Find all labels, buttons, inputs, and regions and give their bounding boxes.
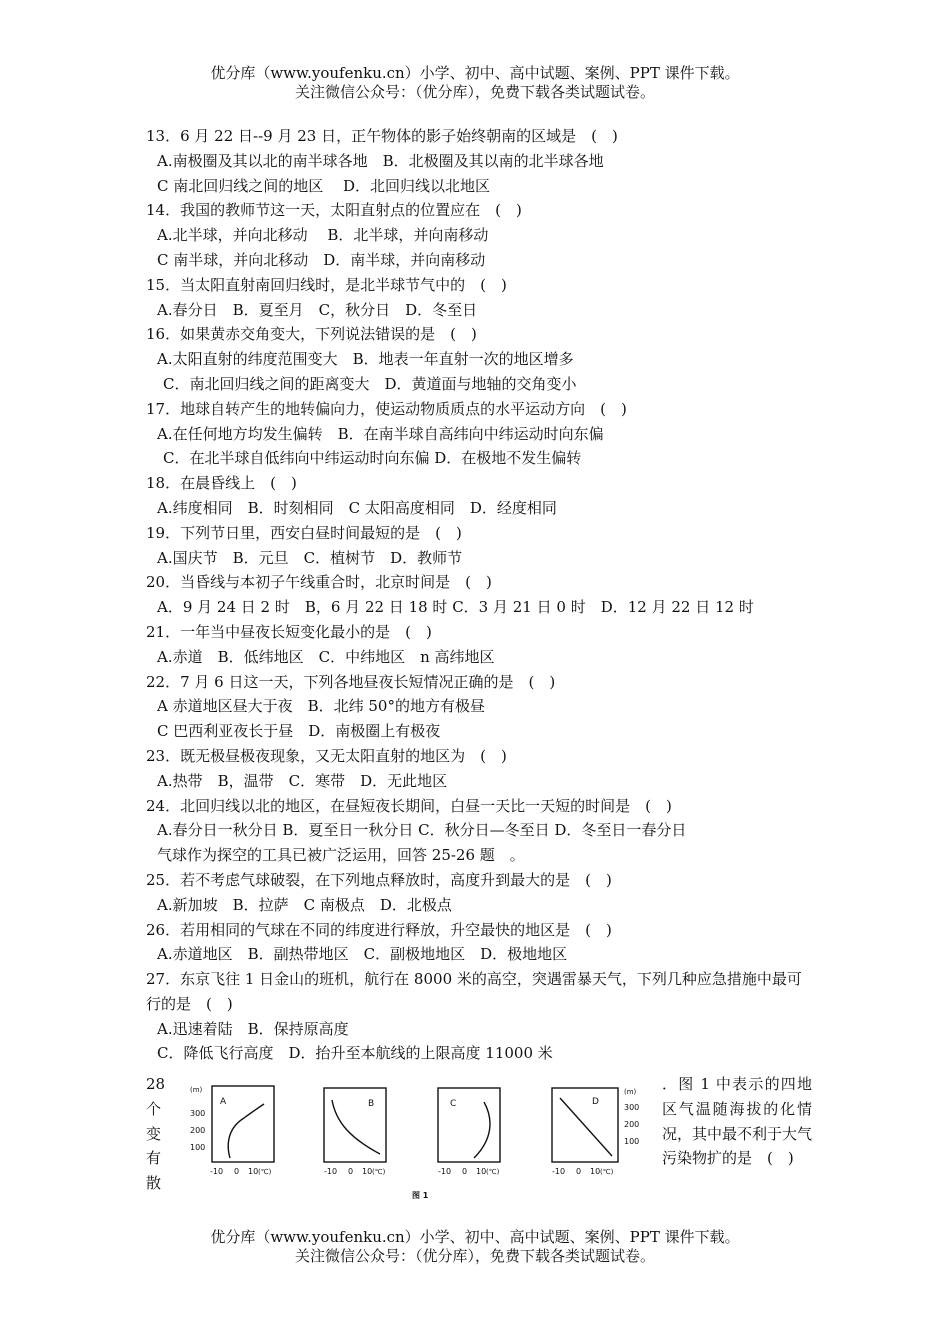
q22-options-2: C 巴西利亚夜长于昼 D．南极圈上有极夜 — [157, 722, 441, 741]
balloon-intro: 气球作为探空的工具已被广泛运用，回答 25-26 题 。 — [157, 846, 525, 865]
q27-options-2: C．降低飞行高度 D．抬升至本航线的上限高度 11000 米 — [157, 1044, 553, 1063]
q14-options-1: A.北半球，并向北移动 B．北半球，并向南移动 — [157, 226, 489, 245]
panel-c-xunit: (℃) — [486, 1168, 500, 1176]
panel-a-xtick: -10 — [210, 1167, 224, 1176]
panel-c-xtick: 0 — [462, 1167, 468, 1176]
panel-a — [190, 1086, 274, 1176]
panel-a-ytick-200: 200 — [190, 1126, 206, 1135]
panel-b-xtick: 10 — [362, 1167, 373, 1176]
q13-stem: 13．6 月 22 日--9 月 23 日，正午物体的影子始终朝南的区域是 ( ) — [146, 127, 618, 145]
panel-a-curve — [228, 1104, 264, 1158]
q17-options-1: A.在任何地方均发生偏转 B．在南半球自高纬向中纬运动时向东偏 — [157, 424, 604, 443]
footer-line-2: 关注微信公众号：（优分库），免费下载各类试题试卷。 — [294, 1247, 655, 1265]
q27-stem: 27．东京飞往 1 日金山的班机，航行在 8000 米的高空，突遇雷暴天气，下列几种应急措施中最可行的是 ( ) — [146, 970, 802, 1013]
panel-c — [438, 1088, 500, 1176]
panel-a-ytick-100: 100 — [190, 1143, 206, 1152]
q22-options-1: A 赤道地区昼大于夜 B．北纬 50°的地方有极昼 — [157, 697, 485, 716]
figure-1 — [186, 1078, 656, 1202]
q23-stem: 23．既无极昼极夜现象，又无太阳直射的地区为 ( ) — [146, 746, 507, 765]
panel-d-ytick-300: 300 — [624, 1103, 640, 1112]
q28-block — [146, 1072, 816, 1202]
q25-options: A.新加坡 B．拉萨 C 南极点 D．北极点 — [157, 895, 452, 914]
panel-b-xtick: -10 — [324, 1167, 338, 1176]
panel-c-curve — [474, 1102, 490, 1158]
question-body — [146, 124, 816, 1066]
panel-d-ytick-100: 100 — [624, 1137, 640, 1146]
q28-right-text: ．图 1 中表示的四地区气温随海拔的化情况，其中最不利于大气污染物扩的是 ( ) — [662, 1075, 813, 1168]
panel-d-xtick: -10 — [552, 1167, 566, 1176]
panel-a-ytick-300: 300 — [190, 1109, 206, 1118]
q20-stem: 20．当昏线与本初子午线重合时，北京时间是 ( ) — [146, 573, 492, 592]
panel-a-label: A — [220, 1097, 227, 1107]
panel-b-frame — [324, 1088, 386, 1162]
q22-stem: 22．7 月 6 日这一天，下列各地昼夜长短情况正确的是 ( ) — [146, 672, 556, 691]
q26-stem: 26．若用相同的气球在不同的纬度进行释放，升空最快的地区是 ( ) — [146, 920, 612, 939]
q16-options-2: C．南北回归线之间的距离变大 D．黄道面与地轴的交角变小 — [163, 374, 577, 393]
panel-a-yunit: (m) — [190, 1086, 203, 1094]
q19-stem: 19．下列节日里，西安白昼时间最短的是 ( ) — [146, 523, 462, 542]
panel-d-xtick: 0 — [576, 1167, 582, 1176]
panel-d — [552, 1088, 639, 1176]
q20-options: A．9 月 24 日 2 时 B，6 月 22 日 18 时 C．3 月 21 日 0 时 D．12 月 22 日 12 时 — [157, 598, 754, 617]
page-footer — [0, 1228, 950, 1266]
q21-options: A.赤道 B．低纬地区 C．中纬地区 n 高纬地区 — [157, 647, 495, 666]
q26-options: A.赤道地区 B．副热带地区 C．副极地地区 D．极地地区 — [157, 945, 568, 964]
q16-stem: 16．如果黄赤交角变大，下列说法错误的是 ( ) — [146, 325, 477, 344]
panel-d-yunit: (m) — [624, 1088, 637, 1096]
q18-stem: 18．在晨昏线上 ( ) — [146, 474, 297, 493]
q27-options-1: A.迅速着陆 B．保持原高度 — [157, 1019, 349, 1038]
footer-line-1: 优分库（www.youfenku.cn）小学、初中、高中试题、案例、PPT 课件下载。 — [210, 1228, 740, 1246]
q25-stem: 25．若不考虑气球破裂，在下列地点释放时，高度升到最大的是 ( ) — [146, 870, 612, 889]
panel-b-xtick: 0 — [348, 1167, 354, 1176]
q28-left-text — [146, 1072, 168, 1196]
q18-options: A.纬度相同 B．时刻相同 C 太阳高度相同 D．经度相同 — [157, 498, 557, 517]
q15-stem: 15．当太阳直射南回归线时，是北半球节气中的 ( ) — [146, 275, 507, 294]
panel-a-xtick: 10 — [248, 1167, 259, 1176]
panel-c-frame — [438, 1088, 500, 1162]
q21-stem: 21．一年当中昼夜长短变化最小的是 ( ) — [146, 622, 432, 641]
panel-b-label: B — [368, 1099, 375, 1109]
q23-options: A.热带 B，温带 C．寒带 D．无此地区 — [157, 771, 448, 790]
q14-options-2: C 南半球，并向北移动 D．南半球，并向南移动 — [157, 250, 486, 269]
panel-c-xtick: 10 — [476, 1167, 487, 1176]
panel-b-xunit: (℃) — [372, 1168, 386, 1176]
q17-options-2: C．在北半球自低纬向中纬运动时向东偏 D．在极地不发生偏转 — [163, 449, 582, 468]
header-line-2: 关注微信公众号：（优分库），免费下载各类试题试卷。 — [294, 83, 655, 101]
q19-options: A.国庆节 B．元旦 C．植树节 D．教师节 — [157, 548, 463, 567]
q13-options-1: A.南极圈及其以北的南半球各地 B．北极圈及其以南的北半球各地 — [157, 151, 604, 170]
q24-options: A.春分日一秋分日 B．夏至日一秋分日 C．秋分日—冬至日 D．冬至日一春分日 — [157, 821, 687, 840]
q17-stem: 17．地球自转产生的地转偏向力，使运动物质质点的水平运动方向 ( ) — [146, 399, 627, 418]
q13-options-2: C 南北回归线之间的地区 D．北回归线以北地区 — [157, 176, 491, 195]
q15-options: A.春分日 B．夏至月 C，秋分日 D．冬至日 — [157, 300, 478, 319]
panel-a-xunit: (℃) — [258, 1168, 272, 1176]
panel-b — [324, 1088, 386, 1176]
q28-left-char: 变 — [146, 1124, 162, 1143]
panel-d-label: D — [592, 1097, 599, 1107]
q28-left-char: 28 — [146, 1075, 166, 1093]
q28-left-char: 有 — [146, 1149, 162, 1168]
q16-options-1: A.太阳直射的纬度范围变大 B．地表一年直射一次的地区增多 — [157, 350, 574, 369]
panel-c-xtick: -10 — [438, 1167, 452, 1176]
page-header — [0, 64, 950, 102]
panel-a-xtick: 0 — [234, 1167, 240, 1176]
panel-d-xtick: 10 — [590, 1167, 601, 1176]
q14-stem: 14．我国的教师节这一天，太阳直射点的位置应在 ( ) — [146, 201, 522, 220]
panel-d-ytick-200: 200 — [624, 1120, 640, 1129]
figure-caption: 图 1 — [412, 1191, 429, 1200]
q28-left-char: 散 — [146, 1174, 162, 1193]
panel-d-line — [560, 1098, 612, 1156]
panel-c-label: C — [450, 1099, 457, 1109]
q24-stem: 24．北回归线以北的地区，在昼短夜长期间，白昼一天比一天短的时间是 ( ) — [146, 796, 672, 815]
q28-left-char: 个 — [146, 1099, 162, 1118]
header-line-1: 优分库（www.youfenku.cn）小学、初中、高中试题、案例、PPT 课件下载。 — [210, 64, 740, 82]
panel-d-xunit: (℃) — [600, 1168, 614, 1176]
